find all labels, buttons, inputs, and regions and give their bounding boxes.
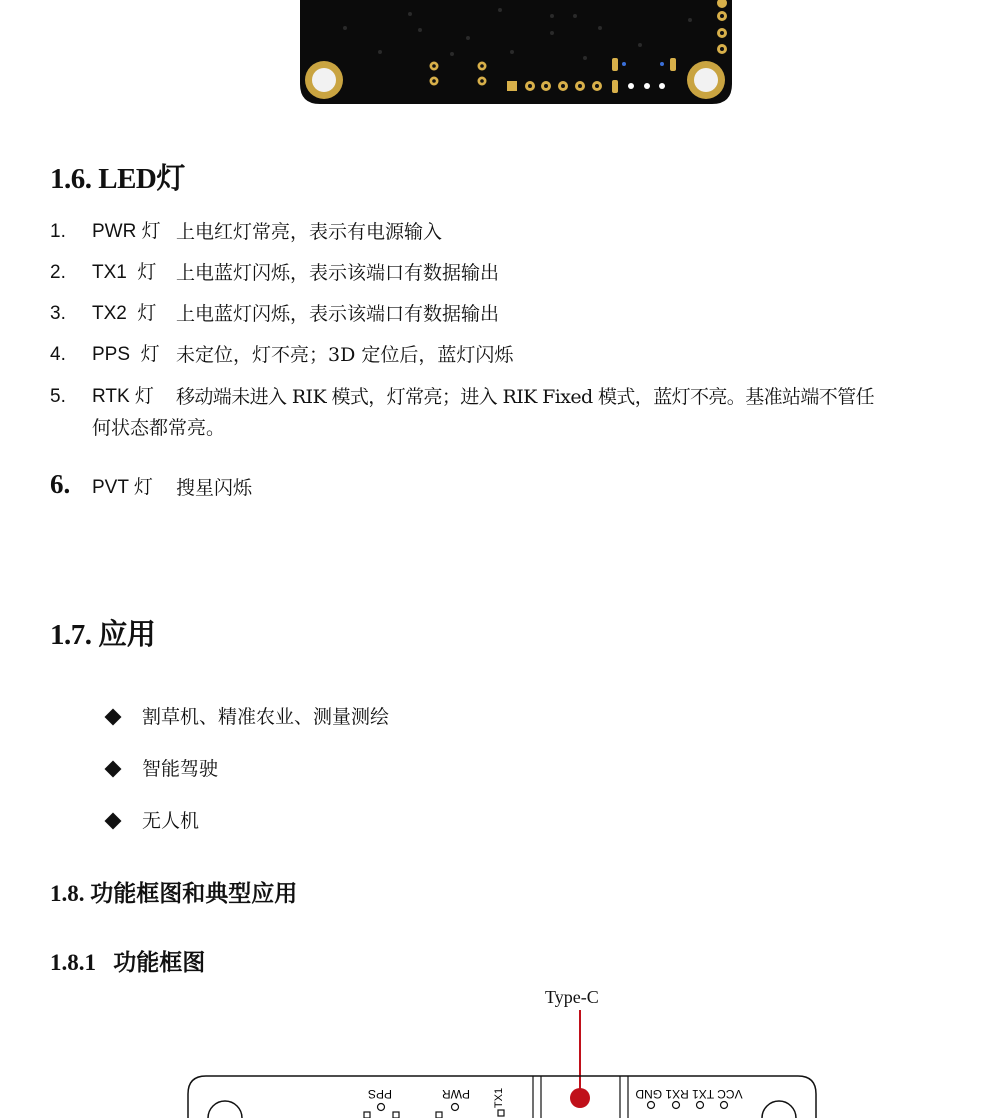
diamond-bullet-icon (105, 761, 122, 778)
pps-silkscreen: PPS (367, 1087, 393, 1101)
led-desc: 上电蓝灯闪烁，表示该端口有数据输出 (176, 303, 500, 325)
header-pin-tx1 (697, 1102, 704, 1109)
list-number: 3. (50, 303, 66, 324)
section-1-6-title: 1.6. LED灯 (50, 163, 185, 195)
led-desc: 搜星闪烁 (176, 477, 253, 499)
pps-led (378, 1104, 385, 1111)
list-number: 5. (50, 386, 66, 407)
typec-marker-dot (570, 1088, 590, 1108)
led-code: TX1 灯 (92, 262, 157, 283)
led-desc: 移动端未进入 RIK 模式，灯常亮；进入 RIK Fixed 模式，蓝灯不亮。基准站端不管任 (176, 386, 874, 408)
led-dot (659, 83, 665, 89)
mount-hole-left (208, 1101, 242, 1118)
diamond-bullet-icon (105, 813, 122, 830)
header-silkscreen: VCC TX1 RX1 GND (635, 1087, 743, 1101)
pad-oval (612, 80, 618, 93)
section-1-7-title: 1.7. 应用 (50, 619, 156, 651)
led-blue (622, 62, 626, 66)
tx1-led (498, 1110, 504, 1116)
led-dot (628, 83, 634, 89)
pwr-silkscreen: PWR (442, 1087, 470, 1101)
header-pin-gnd (648, 1102, 655, 1109)
led-desc-continued: 何状态都常亮。 (92, 417, 226, 439)
application-label: 无人机 (142, 810, 200, 832)
led-blue (660, 62, 664, 66)
list-number: 2. (50, 262, 66, 283)
led-code: TX2 灯 (92, 303, 157, 324)
led-code: PVT 灯 (92, 477, 153, 498)
pad-oval (670, 58, 676, 71)
section-1-8-1-title: 1.8.1 功能框图 (50, 950, 206, 975)
led-desc: 上电红灯常亮，表示有电源输入 (176, 221, 443, 243)
diamond-bullet-icon (105, 709, 122, 726)
pad-square (507, 81, 517, 91)
led-code: PWR 灯 (92, 221, 161, 242)
led-code: PPS 灯 (92, 344, 160, 365)
led-desc: 上电蓝灯闪烁，表示该端口有数据输出 (176, 262, 500, 284)
led-dot (644, 83, 650, 89)
application-label: 割草机、精准农业、测量测绘 (142, 706, 390, 728)
pcb-board-image (0, 0, 1000, 110)
pad-oval (612, 58, 618, 71)
pwr-led (452, 1104, 459, 1111)
list-number: 6. (50, 469, 71, 499)
led-code: RTK 灯 (92, 386, 154, 407)
header-pin-rx1 (673, 1102, 680, 1109)
function-block-diagram (0, 1010, 1000, 1118)
application-label: 智能驾驶 (142, 758, 219, 780)
tx1-silkscreen: TX1 (493, 1087, 505, 1109)
section-1-8-title: 1.8. 功能框图和典型应用 (50, 881, 298, 906)
mount-hole-right (762, 1101, 796, 1118)
list-number: 4. (50, 344, 66, 365)
header-pin-vcc (721, 1102, 728, 1109)
led-desc: 未定位，灯不亮；3D 定位后，蓝灯闪烁 (176, 344, 514, 366)
typec-label: Type-C (545, 987, 599, 1007)
list-number: 1. (50, 221, 66, 242)
